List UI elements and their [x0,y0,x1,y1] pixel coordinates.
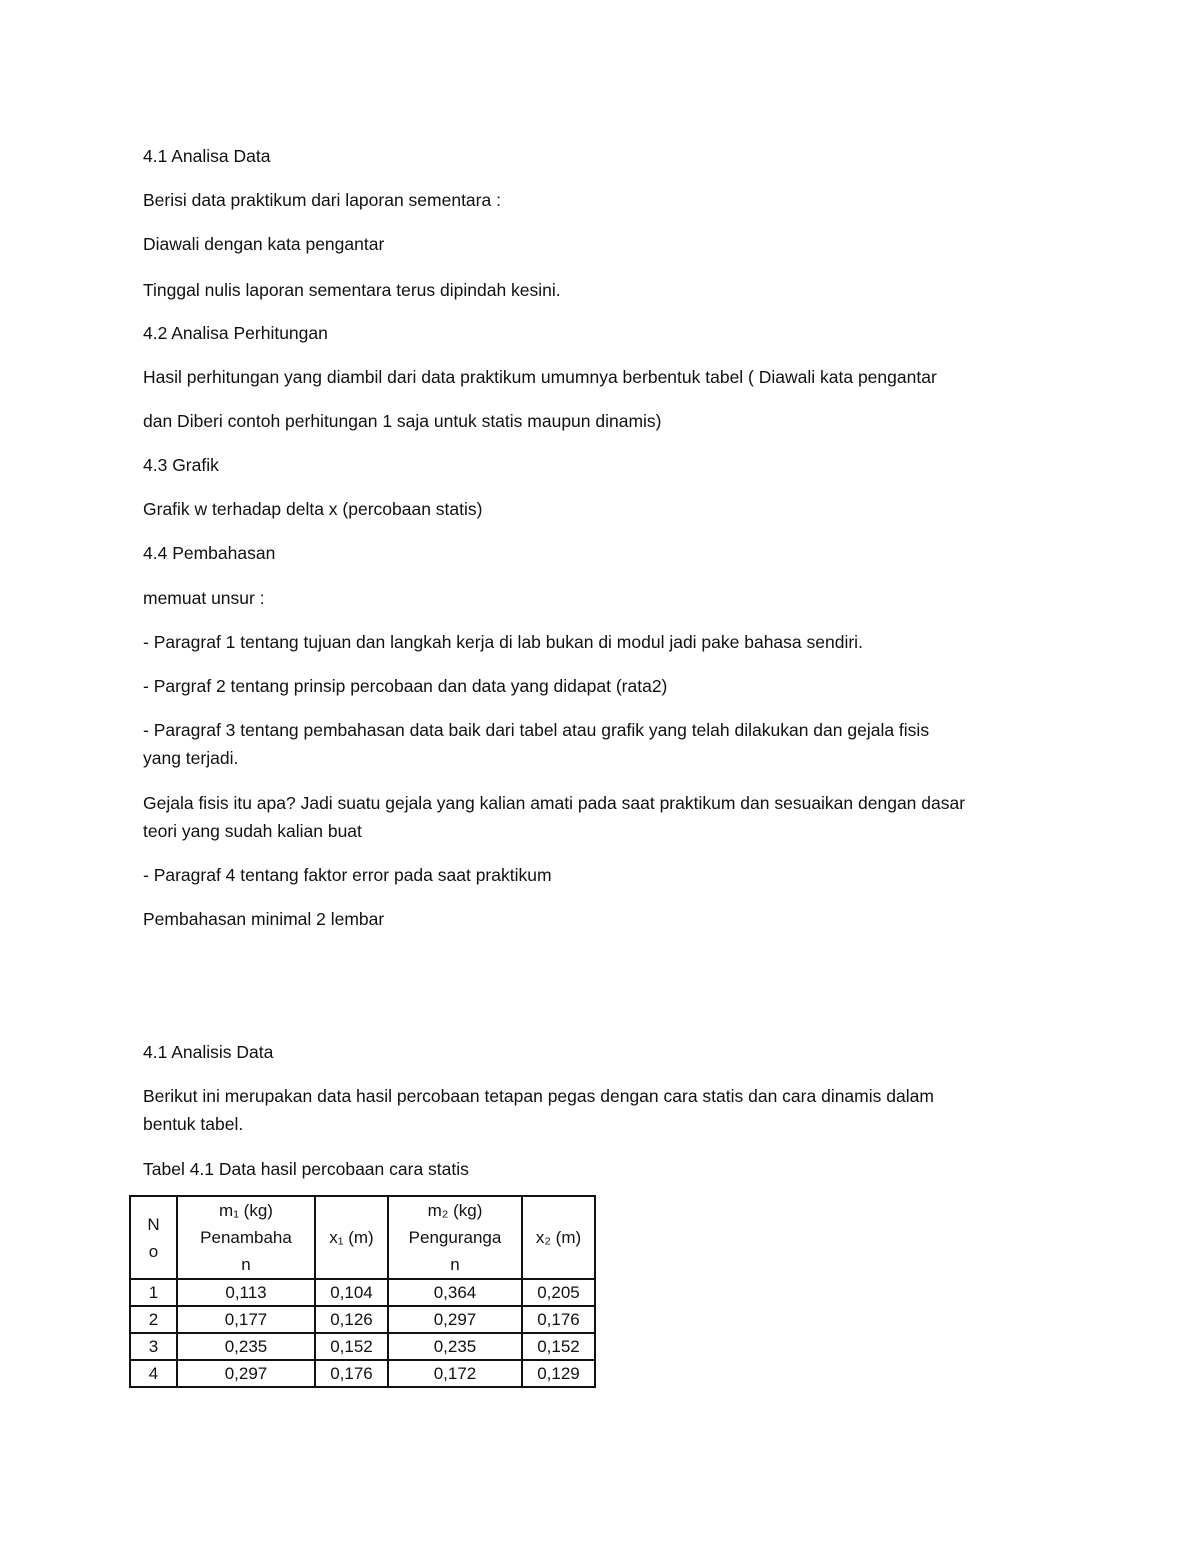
cell-x2: 0,205 [522,1279,595,1306]
list-item: - Paragraf 1 tentang tujuan dan langkah kerja di lab bukan di modul jadi pake bahasa sendiri. [143,632,863,652]
header-text: Penambaha [200,1228,292,1247]
cell-x1: 0,152 [315,1333,388,1360]
table-caption: Tabel 4.1 Data hasil percobaan cara statis [143,1159,469,1179]
list-item: - Paragraf 4 tentang faktor error pada saat praktikum [143,865,552,885]
paragraph: dan Diberi contoh perhitungan 1 saja untuk statis maupun dinamis) [143,411,662,431]
header-text: Pengurangа [408,1228,502,1247]
header-text: m₂ (kg) [427,1201,483,1220]
table-row [130,1360,595,1387]
paragraph: Pembahasan minimal 2 lembar [143,909,385,929]
cell-m2: 0,235 [388,1333,522,1360]
cell-no: 3 [130,1333,177,1360]
cell-m2: 0,172 [388,1360,522,1387]
table-header-row [130,1196,595,1279]
cell-x1: 0,104 [315,1279,388,1306]
list-item: - Paragraf 3 tentang pembahasan data baik dari tabel atau grafik yang telah dilakukan dan gejala fisis [143,720,930,740]
cell-x2: 0,176 [522,1306,595,1333]
cell-x1: 0,126 [315,1306,388,1333]
header-text: o [148,1241,159,1261]
paragraph: Tinggal nulis laporan sementara terus dipindah kesini. [143,280,561,300]
heading-analisa-data: 4.1 Analisa Data [143,146,271,166]
heading-pembahasan: 4.4 Pembahasan [143,543,276,563]
cell-no: 2 [130,1306,177,1333]
paragraph: memuat unsur : [143,588,265,608]
table-row [130,1279,595,1306]
header-text: N [147,1214,160,1234]
list-item-continuation: yang terjadi. [143,748,239,768]
table-row [130,1333,595,1360]
column-header-x1 [315,1196,388,1279]
cell-no: 1 [130,1279,177,1306]
data-table [129,1195,596,1388]
paragraph: Hasil perhitungan yang diambil dari data praktikum umumnya berbentuk tabel ( Diawali kata pengantar [143,367,937,387]
cell-x1: 0,176 [315,1360,388,1387]
cell-m1: 0,177 [177,1306,315,1333]
cell-m2: 0,364 [388,1279,522,1306]
paragraph: Berikut ini merupakan data hasil percobaan tetapan pegas dengan cara statis dan cara dinamis dalam [143,1086,934,1106]
header-text: n [450,1255,460,1274]
header-text: m₁ (kg) [219,1201,273,1220]
paragraph: Gejala fisis itu apa? Jadi suatu gejala yang kalian amati pada saat praktikum dan sesuaikan dengan dasar [143,793,966,813]
paragraph: Diawali dengan kata pengantar [143,234,385,254]
paragraph-continuation: bentuk tabel. [143,1114,244,1134]
heading-analisis-data: 4.1 Analisis Data [143,1042,274,1062]
heading-analisa-perhitungan: 4.2 Analisa Perhitungan [143,323,328,343]
cell-x2: 0,129 [522,1360,595,1387]
cell-x2: 0,152 [522,1333,595,1360]
header-text: x₂ (m) [535,1228,582,1247]
cell-m2: 0,297 [388,1306,522,1333]
header-text: n [241,1255,251,1274]
column-header-x2 [522,1196,595,1279]
heading-grafik: 4.3 Grafik [143,455,219,475]
paragraph-continuation: teori yang sudah kalian buat [143,821,362,841]
cell-m1: 0,297 [177,1360,315,1387]
column-header-m2 [388,1196,522,1279]
header-text: x₁ (m) [329,1228,374,1247]
column-header-m1 [177,1196,315,1279]
cell-no: 4 [130,1360,177,1387]
cell-m1: 0,235 [177,1333,315,1360]
column-header-no [130,1196,177,1279]
list-item: - Pargraf 2 tentang prinsip percobaan dan data yang didapat (rata2) [143,676,668,696]
cell-m1: 0,113 [177,1279,315,1306]
paragraph: Berisi data praktikum dari laporan sementara : [143,190,501,210]
paragraph: Grafik w terhadap delta x (percobaan statis) [143,499,483,519]
table-row [130,1306,595,1333]
